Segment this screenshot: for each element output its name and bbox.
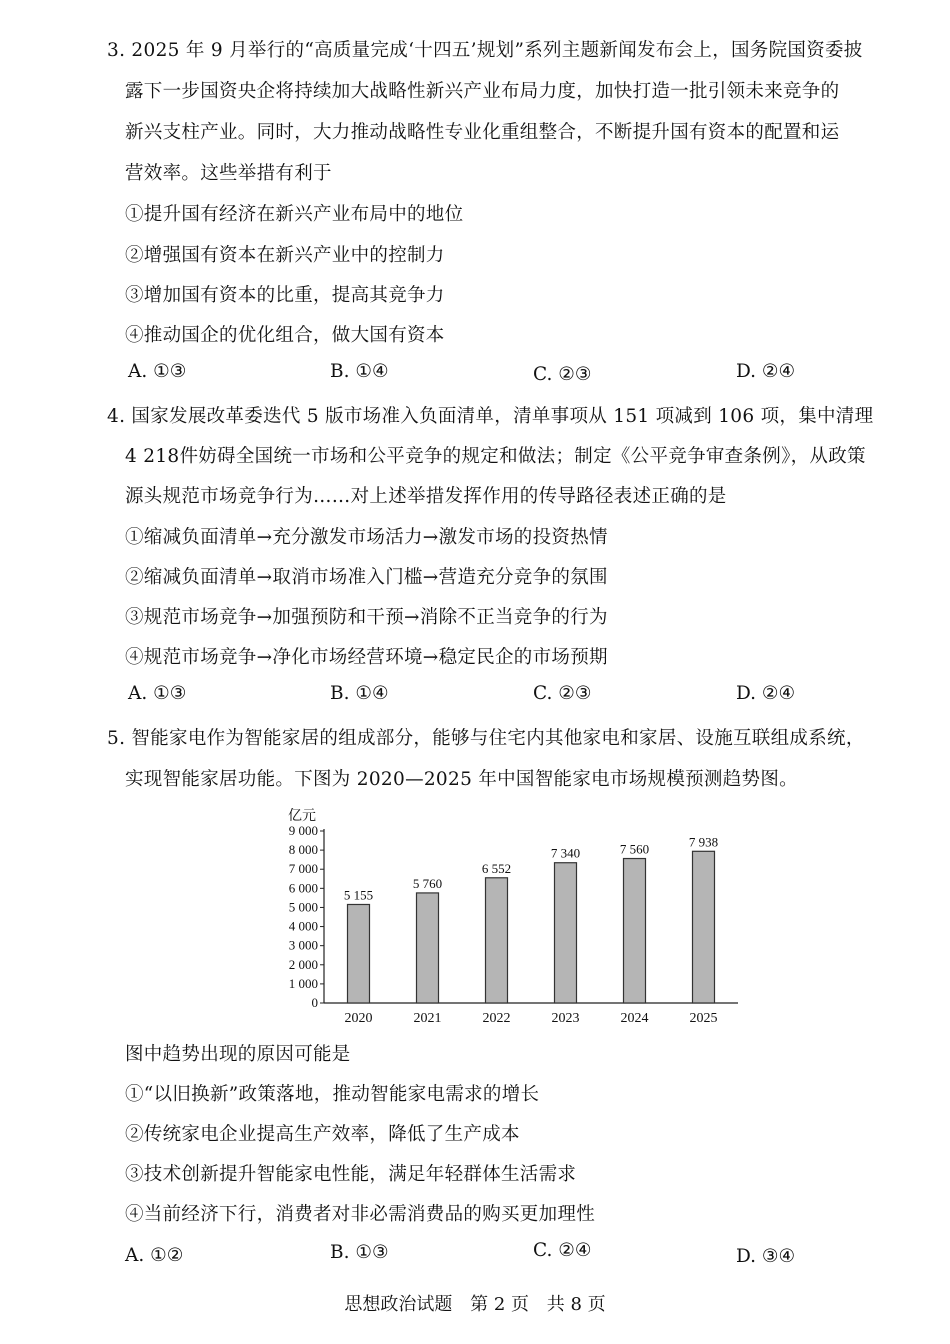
q4-item-4: ④规范市场竞争→净化市场经营环境→稳定民企的市场预期: [125, 647, 608, 668]
footer-page: 第 2 页: [470, 1294, 529, 1315]
q3-item-1: ①提升国有经济在新兴产业布局中的地位: [125, 204, 464, 225]
q5-option-b[interactable]: B. ①③: [330, 1242, 389, 1263]
x-tick-label-2022: 2022: [482, 1011, 511, 1026]
x-tick-label-2024: 2024: [620, 1011, 649, 1026]
q4-option-b[interactable]: B. ①④: [330, 683, 389, 704]
x-tick-label-2021: 2021: [413, 1011, 442, 1026]
q3-line-3: 新兴支柱产业。同时，大力推动战略性专业化重组整合，不断提升国有资本的配置和运: [125, 122, 840, 143]
q3-item-4: ④推动国企的优化组合，做大国有资本: [125, 325, 445, 346]
y-tick-label: 4 000: [288, 918, 318, 934]
q5-item-4: ④当前经济下行，消费者对非必需消费品的购买更加理性: [125, 1204, 596, 1225]
q5-stem: 图中趋势出现的原因可能是: [125, 1044, 351, 1065]
bar-2022: [486, 878, 508, 1003]
q3-item-2: ②增强国有资本在新兴产业中的控制力: [125, 245, 445, 266]
y-tick-label: 3 000: [288, 937, 318, 953]
x-tick-label-2025: 2025: [689, 1011, 718, 1026]
q4-option-a[interactable]: A. ①③: [128, 683, 187, 704]
footer-subject: 思想政治试题: [344, 1294, 453, 1315]
x-tick-label-2023: 2023: [551, 1011, 580, 1026]
q4-line-1: 4. 国家发展改革委迭代 5 版市场准入负面清单，清单事项从 151 项减到 106 项，集中清理: [107, 406, 874, 427]
q3-line-2: 露下一步国资央企将持续加大战略性新兴产业布局力度，加快打造一批引领未来竞争的: [125, 81, 840, 102]
q5-line-1: 5. 智能家电作为智能家居的组成部分，能够与住宅内其他家电和家居、设施互联组成系统，: [107, 728, 865, 749]
footer-total: 共 8 页: [546, 1294, 606, 1315]
data-label-2025: 7 938: [688, 834, 719, 850]
data-label-2022: 6 552: [481, 860, 512, 876]
q4-line-2: 4 218件妨碍全国统一市场和公平竞争的规定和做法；制定《公平竞争审查条例》，从政策: [125, 446, 866, 467]
q5-option-d[interactable]: D. ③④: [736, 1246, 796, 1267]
q5-item-2: ②传统家电企业提高生产效率，降低了生产成本: [125, 1124, 520, 1145]
q4-item-1: ①缩减负面清单→充分激发市场活力→激发市场的投资热情: [125, 527, 608, 548]
q5-item-1: ①“以旧换新”政策落地，推动智能家电需求的增长: [125, 1084, 540, 1105]
q3-line-1: 3. 2025 年 9 月举行的“高质量完成‘十四五’规划”系列主题新闻发布会上，国务院国资委披: [107, 40, 863, 61]
q3-item-3: ③增加国有资本的比重，提高其竞争力: [125, 285, 445, 306]
q5-line-2: 实现智能家居功能。下图为 2020—2025 年中国智能家电市场规模预测趋势图。: [125, 769, 798, 790]
y-tick-label: 7 000: [288, 861, 318, 877]
q3-option-b[interactable]: B. ①④: [330, 361, 389, 382]
bar-2021: [417, 893, 439, 1003]
y-tick-label: 2 000: [288, 956, 318, 972]
data-label-2021: 5 760: [412, 875, 443, 891]
y-tick-label: 1 000: [288, 975, 318, 991]
q3-option-a[interactable]: A. ①③: [128, 361, 187, 382]
q3-line-4: 营效率。这些举措有利于: [125, 163, 332, 184]
y-axis-unit-label: 亿元: [288, 809, 316, 824]
q3-option-c[interactable]: C. ②③: [533, 364, 592, 385]
data-label-2023: 7 340: [550, 845, 581, 861]
q5-option-c[interactable]: C. ②④: [533, 1240, 592, 1261]
y-tick-label: 0: [311, 995, 318, 1010]
y-tick-label: 9 000: [288, 823, 318, 838]
page-footer: [0, 1290, 950, 1316]
q4-option-d[interactable]: D. ②④: [736, 683, 796, 704]
y-tick-label: 8 000: [288, 842, 318, 858]
y-tick-label: 6 000: [288, 880, 318, 896]
q5-item-3: ③技术创新提升智能家电性能，满足年轻群体生活需求: [125, 1164, 577, 1185]
q5-option-a[interactable]: A. ①②: [125, 1245, 184, 1266]
q4-line-3: 源头规范市场竞争行为……对上述举措发挥作用的传导路径表述正确的是: [125, 486, 727, 507]
data-label-2020: 5 155: [343, 887, 374, 903]
bar-2023: [555, 863, 577, 1003]
q4-option-c[interactable]: C. ②③: [533, 683, 592, 704]
q4-item-2: ②缩减负面清单→取消市场准入门槛→营造充分竞争的氛围: [125, 567, 608, 588]
x-tick-label-2020: 2020: [344, 1011, 373, 1026]
q4-item-3: ③规范市场竞争→加强预防和干预→消除不正当竞争的行为: [125, 607, 608, 628]
data-label-2024: 7 560: [619, 841, 650, 857]
bar-2020: [348, 904, 370, 1003]
y-tick-label: 5 000: [288, 899, 318, 915]
bar-2025: [693, 851, 715, 1003]
market-size-bar-chart: [268, 808, 748, 1033]
bar-2024: [624, 859, 646, 1003]
q3-option-d[interactable]: D. ②④: [736, 361, 796, 382]
